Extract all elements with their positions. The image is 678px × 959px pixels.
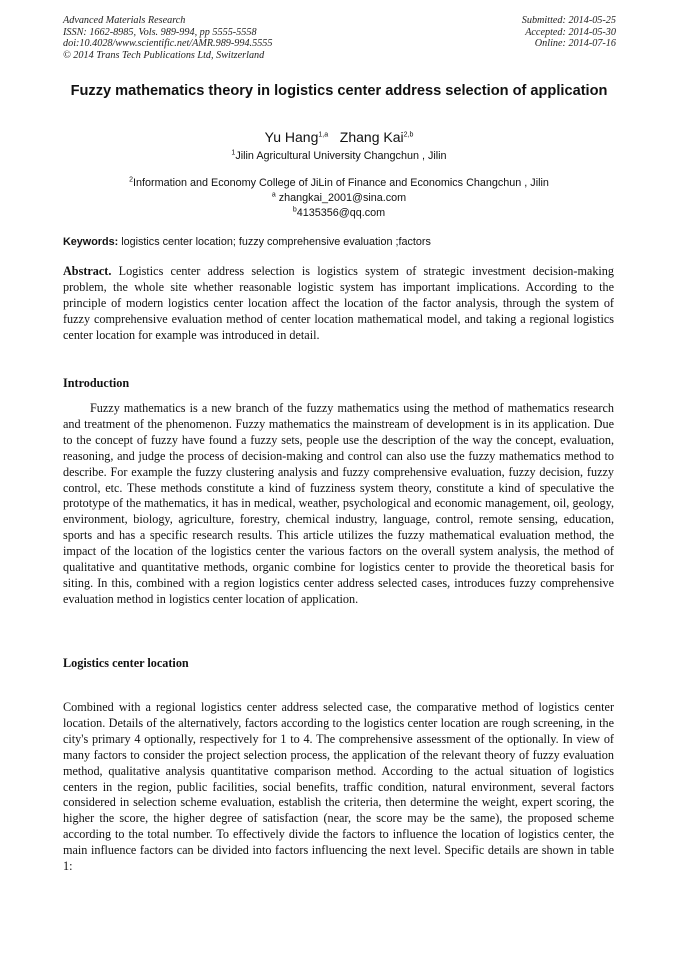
keywords xyxy=(63,236,615,248)
email-text[interactable]: 4135356@qq.com xyxy=(296,207,386,219)
email-text[interactable]: zhangkai_2001@sina.com xyxy=(275,192,407,204)
affiliation-1 xyxy=(0,150,678,162)
abstract xyxy=(63,264,614,344)
abstract-label: Abstract. xyxy=(63,264,112,278)
journal-issn: ISSN: 1662-8985, Vols. 989-994, pp 5555-5558 xyxy=(63,26,257,38)
abstract-text: Logistics center address selection is logistics system of strategic investment decision-making problem, the whole site whether reasonable logistic system has important implications. According to the principle of modern logistics center location affect the location of the factor analysis, through the system of fuzzy comprehensive evaluation method of center location mathematical model, and taking a regional logistics center location for example was introduced in detail. xyxy=(63,264,614,342)
accepted-date: Accepted: 2014-05-30 xyxy=(525,26,616,38)
author-list xyxy=(0,129,678,145)
affiliation-superscript: 1 xyxy=(231,149,236,157)
author-superscript: 2,b xyxy=(403,131,414,139)
online-date: Online: 2014-07-16 xyxy=(534,38,616,50)
email-b xyxy=(0,207,678,219)
logistics-heading: Logistics center location xyxy=(63,656,189,670)
affiliation-2 xyxy=(0,177,678,189)
introduction-heading: Introduction xyxy=(63,376,130,390)
author-name: Zhang Kai xyxy=(339,129,404,145)
journal-name: Advanced Materials Research xyxy=(63,15,186,26)
author-superscript: 1,a xyxy=(318,131,329,139)
affiliation-superscript: 2 xyxy=(129,176,133,184)
paper-title: Fuzzy mathematics theory in logistics center address selection of application xyxy=(70,83,608,99)
affiliation-text: Information and Economy College of JiLin of Finance and Economics Changchun , Jilin xyxy=(132,177,549,189)
author-name: Yu Hang xyxy=(264,129,319,145)
journal-header-left xyxy=(63,15,272,61)
email-superscript: a xyxy=(271,191,276,199)
introduction-body: Fuzzy mathematics is a new branch of the fuzzy mathematics using the method of mathematics research and treatment of the phenomenon. Fuzzy mathematics the mainstream of development is in its application. Due to the concept of fuzzy have found a fuzzy sets, people use the description of the way the concept, evaluation, reasoning, and judge the process of decision-making and control can also use the fuzzy mathematics method to describe. For example the fuzzy clustering analysis and fuzzy comprehensive evaluation, fuzzy decision, fuzzy control, etc. These methods constitute a kind of fuzziness system theory, constitute a kind of speculative the prototype of the mathematics, it has in medical, weather, psychological and economic management, oil, geology, environment, biology, agriculture, forestry, chemical industry, language, control, remote sensing, education, sports and has a specific research results. This article utilizes the fuzzy mathematical evaluation method, the impact of the location of the logistics center the various factors on the overall system analysis, the method of qualitative and quantitative methods, organic combine for logistics center to provide the theoretical basis for siting. In this, combined with a region logistics center address selected cases, introduces fuzzy comprehensive evaluation method in logistics center location of application. xyxy=(63,401,614,606)
journal-header-right xyxy=(522,15,616,50)
logistics-body: Combined with a regional logistics center address selected case, the comparative method of logistics center location. Details of the alternatively, factors according to the logistics center location are rough screening, in the city's primary 4 optionally, respectively for 1 to 4. The comprehensive assessment of the optionally. In view of many factors to consider the project selection process, the application of the relevant theory of fuzzy evaluation method, qualitative analysis quantitative comparison method. According to the actual situation of logistics centers in the region, public facilities, social benefits, traffic condition, natural environment, several factors considered in selection scheme evaluation, establish the criteria, then determine the weight, expert scoring, the higher the score, the higher degree of satisfaction (near, the score may be the same), the proposed scheme according to the total number. To effectively divide the factors to influence the location of logistics center, the main influence factors can be divided into factors influencing the next level. Specific details are shown in table 1: xyxy=(63,700,614,874)
email-a xyxy=(0,192,678,204)
journal-doi[interactable]: doi:10.4028/www.scientific.net/AMR.989-994.5555 xyxy=(63,38,273,50)
keywords-text: logistics center location; fuzzy comprehensive evaluation ;factors xyxy=(118,236,431,248)
journal-copyright: © 2014 Trans Tech Publications Ltd, Switzerland xyxy=(63,49,265,61)
affiliation-text: Jilin Agricultural University Changchun , Jilin xyxy=(235,150,447,162)
email-superscript: b xyxy=(292,206,297,214)
keywords-label: Keywords: xyxy=(63,236,119,248)
submitted-date: Submitted: 2014-05-25 xyxy=(521,15,616,26)
